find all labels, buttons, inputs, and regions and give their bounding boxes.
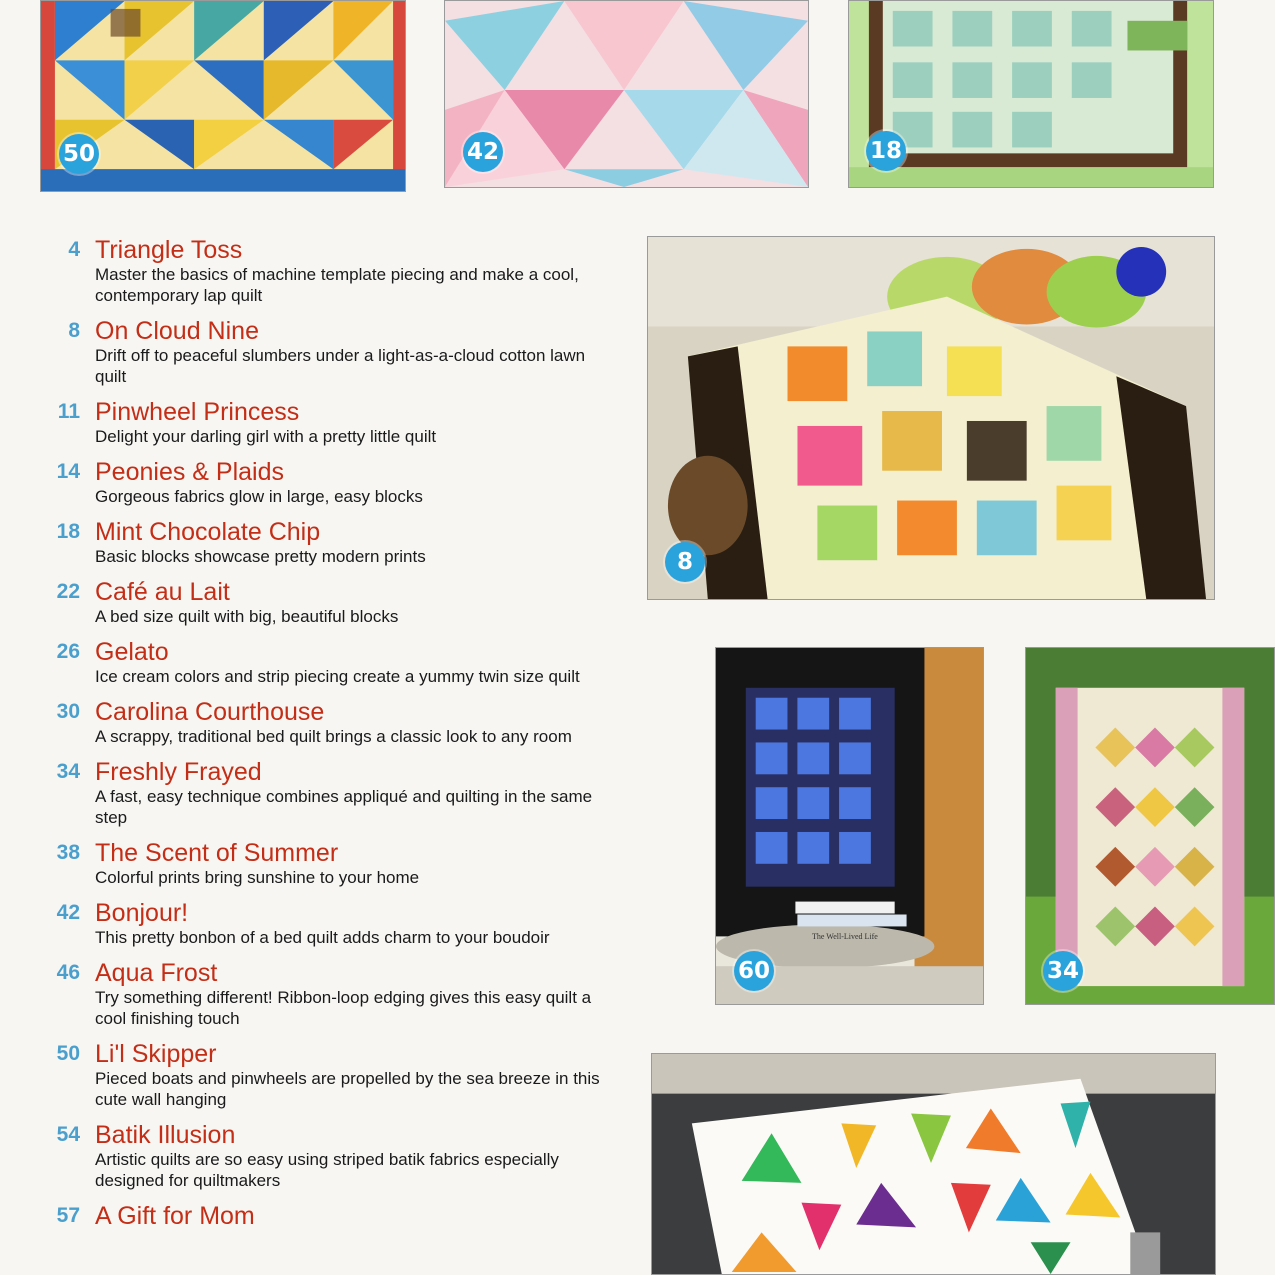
toc-entry[interactable]: [40, 758, 610, 828]
page-badge: 18: [866, 131, 906, 171]
sofa-quilt-image: [648, 237, 1214, 599]
page-number: 46: [56, 961, 80, 984]
article-title[interactable]: Pinwheel Princess: [95, 398, 300, 426]
triangle-quilt-image: [652, 1054, 1215, 1274]
page-badge: 34: [1043, 951, 1083, 991]
page-number: 4: [68, 238, 80, 261]
toc-entry[interactable]: [40, 398, 610, 447]
photo-on-cloud-nine: [647, 236, 1215, 600]
page-number: 18: [56, 520, 80, 543]
article-description: A scrappy, traditional bed quilt brings a classic look to any room: [95, 727, 572, 746]
toc-entry[interactable]: [40, 458, 610, 507]
photo-lil-skipper: [40, 0, 406, 192]
article-description: A fast, easy technique combines appliqué and quilting in the same step: [95, 787, 593, 827]
page-number: 30: [56, 700, 80, 723]
toc-entry[interactable]: [40, 1121, 610, 1191]
article-description: Master the basics of machine template piecing and make a cool, contemporary lap quilt: [95, 265, 579, 305]
book-spine-text: The Well-Lived Life: [812, 932, 878, 941]
article-title[interactable]: Mint Chocolate Chip: [95, 518, 321, 546]
article-description: Basic blocks showcase pretty modern prints: [95, 547, 426, 566]
toc-entry[interactable]: [40, 518, 610, 567]
article-description: Gorgeous fabrics glow in large, easy blocks: [95, 487, 423, 506]
article-title[interactable]: Gelato: [95, 638, 169, 666]
toc-entry[interactable]: [40, 959, 610, 1029]
page-badge: 8: [665, 542, 705, 582]
article-title[interactable]: The Scent of Summer: [95, 839, 339, 867]
toc-entry[interactable]: [40, 1040, 610, 1110]
page-number: 8: [68, 319, 80, 342]
toc-entry[interactable]: [40, 899, 610, 948]
table-of-contents: [40, 236, 610, 1241]
article-title[interactable]: Café au Lait: [95, 578, 230, 606]
article-title[interactable]: Peonies & Plaids: [95, 458, 285, 486]
photo-bonjour: [444, 0, 809, 188]
article-title[interactable]: Aqua Frost: [95, 959, 218, 987]
toc-entry[interactable]: [40, 698, 610, 747]
toc-entry[interactable]: [40, 317, 610, 387]
article-description: A bed size quilt with big, beautiful blocks: [95, 607, 399, 626]
page-badge: 50: [59, 134, 99, 174]
article-description: Drift off to peaceful slumbers under a light-as-a-cloud cotton lawn quilt: [95, 346, 586, 386]
article-title[interactable]: Triangle Toss: [95, 236, 243, 264]
photo-triangle-toss: [651, 1053, 1216, 1275]
page-number: 14: [56, 460, 80, 483]
photo-wall-quilt: [715, 647, 984, 1005]
article-title[interactable]: Bonjour!: [95, 899, 189, 927]
article-description: Delight your darling girl with a pretty little quilt: [95, 427, 437, 446]
article-title[interactable]: Batik Illusion: [95, 1121, 236, 1149]
toc-entry[interactable]: [40, 578, 610, 627]
article-description: This pretty bonbon of a bed quilt adds charm to your boudoir: [95, 928, 550, 947]
article-title[interactable]: Carolina Courthouse: [95, 698, 325, 726]
toc-entry[interactable]: [40, 236, 610, 306]
photo-freshly-frayed: [1025, 647, 1275, 1005]
article-description: Try something different! Ribbon-loop edging gives this easy quilt a cool finishing touch: [95, 988, 592, 1028]
page-badge: 42: [463, 132, 503, 172]
page-number: 50: [56, 1042, 80, 1065]
page-number: 38: [56, 841, 80, 864]
article-title[interactable]: Li'l Skipper: [95, 1040, 217, 1068]
article-description: Colorful prints bring sunshine to your home: [95, 868, 420, 887]
article-title[interactable]: A Gift for Mom: [95, 1202, 255, 1230]
toc-entry[interactable]: [40, 1202, 610, 1230]
article-title[interactable]: Freshly Frayed: [95, 758, 262, 786]
page-number: 11: [57, 400, 80, 423]
photo-mint-chocolate-chip: [848, 0, 1214, 188]
article-description: Ice cream colors and strip piecing create a yummy twin size quilt: [95, 667, 580, 686]
page-number: 54: [56, 1123, 80, 1146]
page-number: 42: [56, 901, 80, 924]
toc-entry[interactable]: [40, 638, 610, 687]
article-title[interactable]: On Cloud Nine: [95, 317, 259, 345]
article-description: Artistic quilts are so easy using striped batik fabrics especially designed for quiltmakers: [95, 1150, 559, 1190]
toc-entry[interactable]: [40, 839, 610, 888]
page-badge: 60: [734, 951, 774, 991]
page-number: 26: [56, 640, 80, 663]
page-number: 22: [56, 580, 80, 603]
page-number: 34: [56, 760, 80, 783]
page-number: 57: [56, 1204, 80, 1227]
article-description: Pieced boats and pinwheels are propelled by the sea breeze in this cute wall hanging: [95, 1069, 600, 1109]
